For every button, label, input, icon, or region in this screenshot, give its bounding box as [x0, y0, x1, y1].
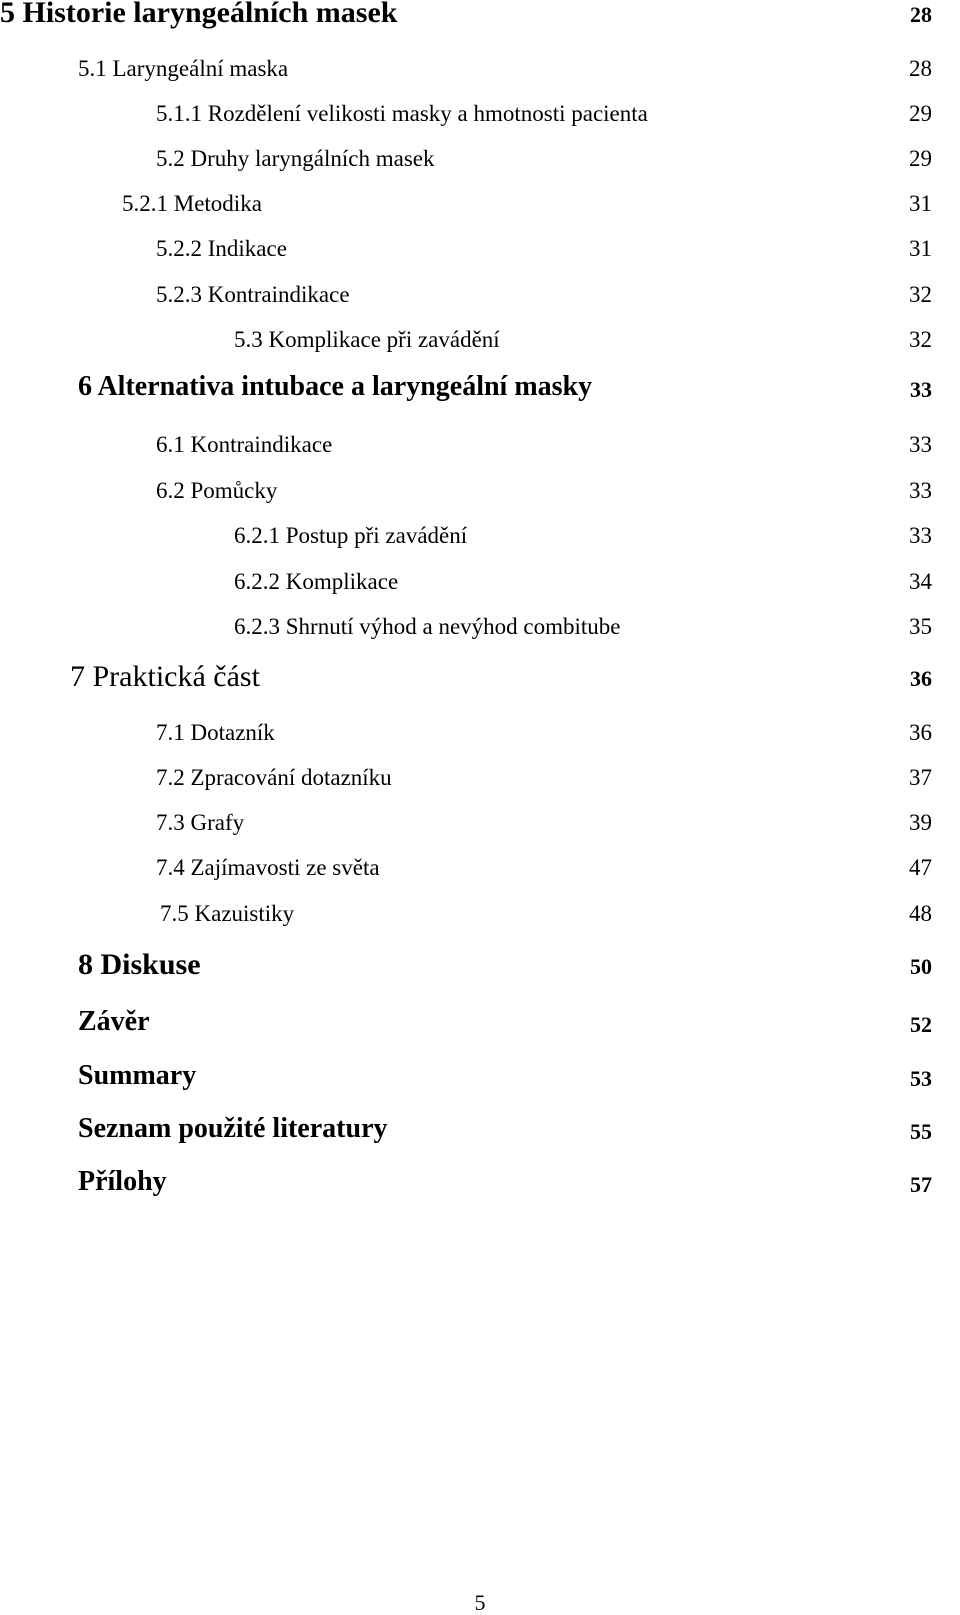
toc-entry-page: 50 — [910, 954, 932, 979]
toc-entry-page: 47 — [909, 855, 932, 880]
toc-entry-title: 5 Historie laryngeálních masek — [0, 0, 398, 29]
toc-entry-5-1-1[interactable] — [0, 102, 960, 142]
toc-entry-page: 31 — [909, 191, 932, 216]
toc-entry-page: 33 — [909, 478, 932, 503]
toc-entry-7-4[interactable] — [0, 856, 960, 896]
toc-entry-6-2-1[interactable] — [0, 524, 960, 564]
toc-entry-title: 7.5 Kazuistiky — [160, 901, 295, 926]
toc-entry-title: 7.3 Grafy — [156, 810, 245, 835]
toc-entry-page: 28 — [910, 2, 932, 27]
toc-entry-title: 7.1 Dotazník — [156, 720, 275, 745]
toc-entry-title: 5.2.3 Kontraindikace — [156, 282, 350, 307]
toc-entry-7-2[interactable] — [0, 766, 960, 806]
toc-entry-page: 36 — [909, 720, 932, 745]
toc-entry-page: 29 — [909, 101, 932, 126]
toc-entry-page: 33 — [910, 377, 932, 402]
toc-entry-chapter-5[interactable] — [0, 0, 960, 38]
toc-entry-5-2-3[interactable] — [0, 283, 960, 323]
toc-entry-title: Závěr — [78, 1006, 150, 1037]
page-number: 5 — [474, 1590, 486, 1615]
toc-entry-title: 6 Alternativa intubace a laryngeální masky — [78, 371, 593, 402]
toc-entry-5-2-1[interactable] — [0, 192, 960, 232]
toc-entry-page: 39 — [909, 810, 932, 835]
toc-entry-page: 36 — [910, 666, 932, 691]
toc-entry-title: 6.2 Pomůcky — [156, 478, 278, 503]
toc-entry-title: 5.1 Laryngeální maska — [78, 56, 289, 81]
toc-entry-prilohy[interactable] — [0, 1168, 960, 1208]
toc-entry-title: 5.2.2 Indikace — [156, 236, 287, 261]
toc-entry-title: 6.2.2 Komplikace — [234, 569, 399, 594]
toc-entry-literatura[interactable] — [0, 1115, 960, 1155]
toc-entry-chapter-6[interactable] — [0, 373, 960, 413]
toc-entry-title: Přílohy — [78, 1166, 167, 1197]
toc-entry-page: 53 — [910, 1066, 932, 1091]
toc-entry-title: 5.2 Druhy laryngálních masek — [156, 146, 435, 171]
toc-entry-title: 8 Diskuse — [78, 948, 201, 981]
toc-entry-5-1[interactable] — [0, 57, 960, 97]
toc-entry-title: 6.2.1 Postup při zavádění — [234, 523, 468, 548]
toc-entry-6-2-2[interactable] — [0, 570, 960, 610]
toc-entry-6-1[interactable] — [0, 433, 960, 473]
toc-entry-chapter-8[interactable] — [0, 950, 960, 990]
toc-entry-page: 55 — [910, 1119, 932, 1144]
toc-entry-chapter-7[interactable] — [0, 662, 960, 702]
toc-entry-page: 33 — [909, 432, 932, 457]
toc-entry-7-1[interactable] — [0, 721, 960, 761]
toc-entry-7-5[interactable] — [0, 902, 960, 942]
toc-entry-page: 31 — [909, 236, 932, 261]
toc-entry-title: 5.3 Komplikace při zavádění — [234, 327, 500, 352]
toc-entry-title: 7 Praktická část — [70, 660, 260, 693]
toc-entry-title: Summary — [78, 1060, 197, 1091]
toc-entry-5-2[interactable] — [0, 147, 960, 187]
toc-entry-page: 29 — [909, 146, 932, 171]
toc-entry-6-2[interactable] — [0, 479, 960, 519]
toc-entry-summary[interactable] — [0, 1062, 960, 1102]
toc-entry-page: 57 — [910, 1172, 932, 1197]
toc-entry-page: 35 — [909, 614, 932, 639]
toc-entry-6-2-3[interactable] — [0, 615, 960, 655]
toc-entry-page: 34 — [909, 569, 932, 594]
toc-entry-zaver[interactable] — [0, 1008, 960, 1048]
toc-entry-5-3[interactable] — [0, 328, 960, 368]
toc-entry-title: Seznam použité literatury — [78, 1113, 388, 1144]
toc-entry-title: 6.2.3 Shrnutí výhod a nevýhod combitube — [234, 614, 621, 639]
toc-entry-page: 48 — [909, 901, 932, 926]
toc-entry-page: 28 — [909, 56, 932, 81]
toc-entry-page: 32 — [909, 282, 932, 307]
toc-entry-7-3[interactable] — [0, 811, 960, 851]
toc-entry-page: 32 — [909, 327, 932, 352]
toc-entry-5-2-2[interactable] — [0, 237, 960, 277]
toc-entry-page: 37 — [909, 765, 932, 790]
toc-entry-title: 7.2 Zpracování dotazníku — [156, 765, 392, 790]
toc-entry-page: 52 — [910, 1012, 932, 1037]
toc-entry-title: 5.1.1 Rozdělení velikosti masky a hmotnosti pacienta — [156, 101, 648, 126]
toc-entry-title: 5.2.1 Metodika — [122, 191, 262, 216]
toc-entry-title: 7.4 Zajímavosti ze světa — [156, 855, 380, 880]
toc-entry-title: 6.1 Kontraindikace — [156, 432, 333, 457]
toc-entry-page: 33 — [909, 523, 932, 548]
